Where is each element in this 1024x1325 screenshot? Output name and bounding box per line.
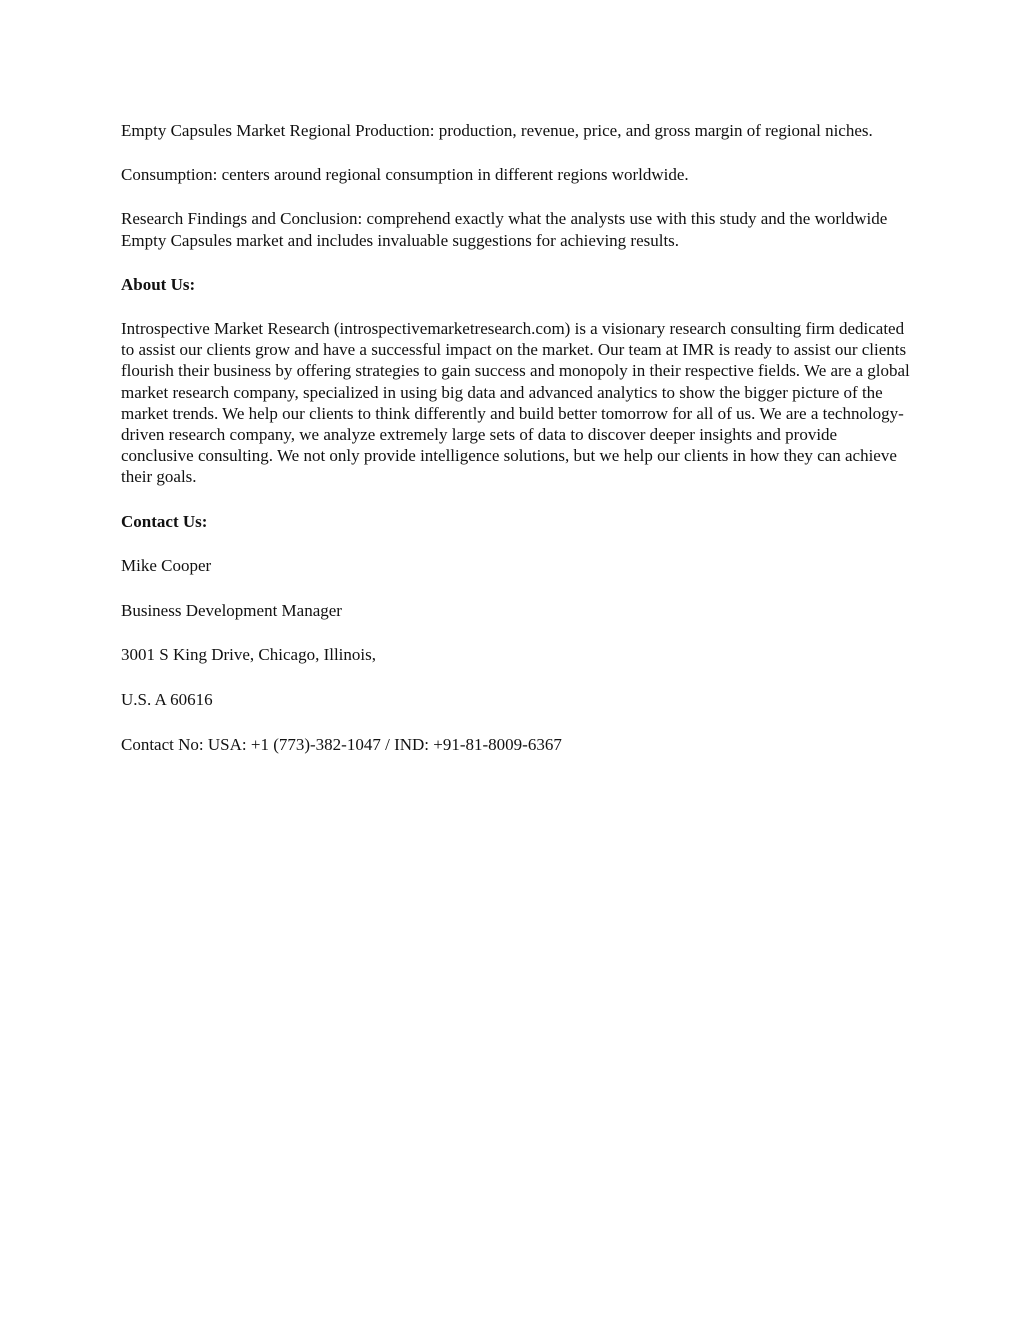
document-page xyxy=(121,120,911,778)
paragraph-regional-production: Empty Capsules Market Regional Production: production, revenue, price, and gross margin of regional niches. xyxy=(121,121,873,140)
about-heading: About Us: xyxy=(121,274,196,294)
contact-address-line2: U.S. A 60616 xyxy=(121,689,213,709)
about-body: Introspective Market Research (introspectivemarketresearch.com) is a visionary research consulting firm dedicated to assist our clients grow and have a successful impact on the market. Our team at IMR is ready to assist our clients flourish their business by offering strategies to gain success and monopoly in their respective fields. We are a global market research company, specialized in using big data and advanced analytics to show the bigger picture of the market trends. We help our clients to think differently and build better tomorrow for all of us. We are a technology-driven research company, we analyze extremely large sets of data to discover deeper insights and provide conclusive consulting. We not only provide intelligence solutions, but we help our clients in how they can achieve their goals. xyxy=(121,319,910,487)
contact-name: Mike Cooper xyxy=(121,555,212,575)
paragraph-research-findings: Research Findings and Conclusion: comprehend exactly what the analysts use with this study and the worldwide Empty Capsules market and includes invaluable suggestions for achieving results. xyxy=(121,209,888,250)
paragraph-consumption: Consumption: centers around regional consumption in different regions worldwide. xyxy=(121,165,689,185)
contact-address-line1: 3001 S King Drive, Chicago, Illinois, xyxy=(121,645,376,665)
contact-phone: Contact No: USA: +1 (773)-382-1047 / IND: +91-81-8009-6367 xyxy=(121,734,562,754)
contact-heading: Contact Us: xyxy=(121,511,208,531)
contact-title: Business Development Manager xyxy=(121,600,342,620)
